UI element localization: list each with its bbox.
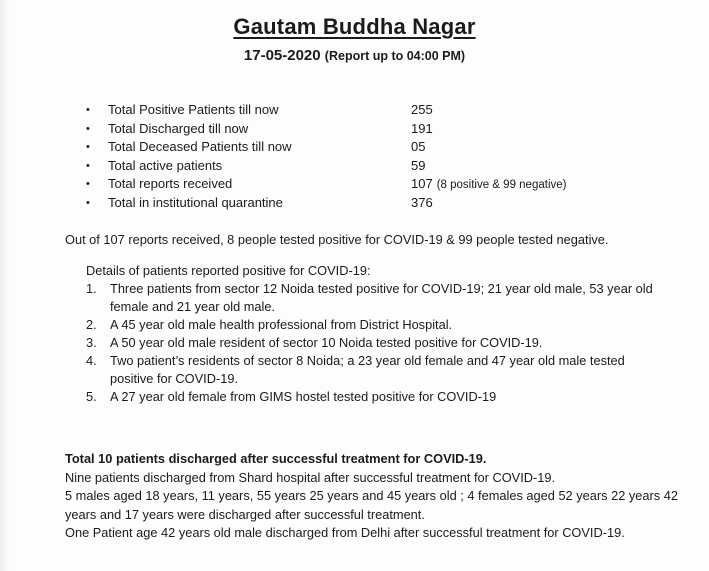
scan-edge bbox=[0, 0, 10, 571]
item-text: A 45 year old male health professional from District Hospital. bbox=[110, 317, 453, 332]
stat-value: 59 bbox=[411, 157, 426, 173]
report-time-note: (Report up to 04:00 PM) bbox=[324, 49, 466, 63]
discharge-line: 5 males aged 18 years, 11 years, 55 years 25 years and 45 years old ; 4 females aged 52 years 22 years 42 years and 17 years were discharged after successful treatment. bbox=[65, 488, 678, 522]
stat-value: 107 (8 positive & 99 negative) bbox=[411, 176, 567, 191]
bullet-icon: • bbox=[86, 178, 90, 190]
stat-row bbox=[86, 175, 646, 194]
stat-value: 255 bbox=[411, 102, 433, 117]
report-date-line bbox=[0, 47, 709, 64]
bullet-icon: • bbox=[86, 122, 90, 135]
stat-label: Total Deceased Patients till now bbox=[108, 139, 292, 154]
discharge-section bbox=[65, 450, 685, 543]
item-text: Three patients from sector 12 Noida tested positive for COVID-19; 21 year old male, 53 year old female and 21 year old male. bbox=[110, 281, 653, 314]
stat-row bbox=[86, 120, 646, 139]
bullet-icon: • bbox=[86, 159, 90, 172]
stat-row bbox=[86, 138, 646, 157]
stat-value: 191 bbox=[411, 120, 433, 136]
details-heading: Details of patients reported positive for COVID-19: bbox=[86, 263, 371, 278]
stat-row bbox=[86, 157, 646, 176]
list-item bbox=[86, 352, 666, 388]
stat-row bbox=[86, 194, 646, 213]
discharge-heading: Total 10 patients discharged after successful treatment for COVID-19. bbox=[65, 451, 487, 466]
document-title bbox=[0, 14, 709, 40]
reports-summary: Out of 107 reports received, 8 people tested positive for COVID-19 & 99 people tested negative. bbox=[65, 232, 609, 247]
item-number: 5. bbox=[86, 389, 97, 404]
discharge-line: One Patient age 42 years old male discharged from Delhi after successful treatment for COVID-19. bbox=[65, 525, 625, 540]
item-text: A 50 year old male resident of sector 10 Noida tested positive for COVID-19. bbox=[110, 335, 543, 350]
title-text: Gautam Buddha Nagar bbox=[233, 14, 476, 39]
positive-details bbox=[86, 262, 666, 406]
bullet-icon: • bbox=[86, 196, 90, 209]
item-text: A 27 year old female from GIMS hostel tested positive for COVID-19 bbox=[110, 389, 497, 404]
stats-list bbox=[86, 101, 646, 212]
item-text: Two patient’s residents of sector 8 Noida; a 23 year old female and 47 year old male tested positive for COVID-19. bbox=[110, 353, 625, 386]
bullet-icon: • bbox=[86, 141, 90, 153]
list-item bbox=[86, 316, 666, 334]
discharge-line: Nine patients discharged from Shard hospital after successful treatment for COVID-19. bbox=[65, 469, 556, 485]
stat-value: 376 bbox=[411, 194, 433, 210]
stat-label: Total active patients bbox=[108, 157, 223, 173]
stat-label: Total Discharged till now bbox=[108, 120, 249, 136]
stat-label: Total reports received bbox=[108, 176, 233, 191]
list-item bbox=[86, 388, 666, 406]
item-number: 4. bbox=[86, 353, 97, 368]
list-item bbox=[86, 334, 666, 352]
stat-label: Total Positive Patients till now bbox=[108, 102, 279, 117]
report-date: 17-05-2020 bbox=[243, 47, 321, 64]
stat-value: 05 bbox=[411, 139, 426, 154]
stat-label: Total in institutional quarantine bbox=[108, 194, 283, 210]
item-number: 3. bbox=[86, 335, 97, 350]
item-number: 2. bbox=[86, 317, 97, 332]
item-number: 1. bbox=[86, 281, 97, 296]
list-item bbox=[86, 280, 666, 316]
stat-row bbox=[86, 101, 646, 120]
patient-list bbox=[86, 280, 666, 406]
bullet-icon: • bbox=[86, 104, 90, 116]
